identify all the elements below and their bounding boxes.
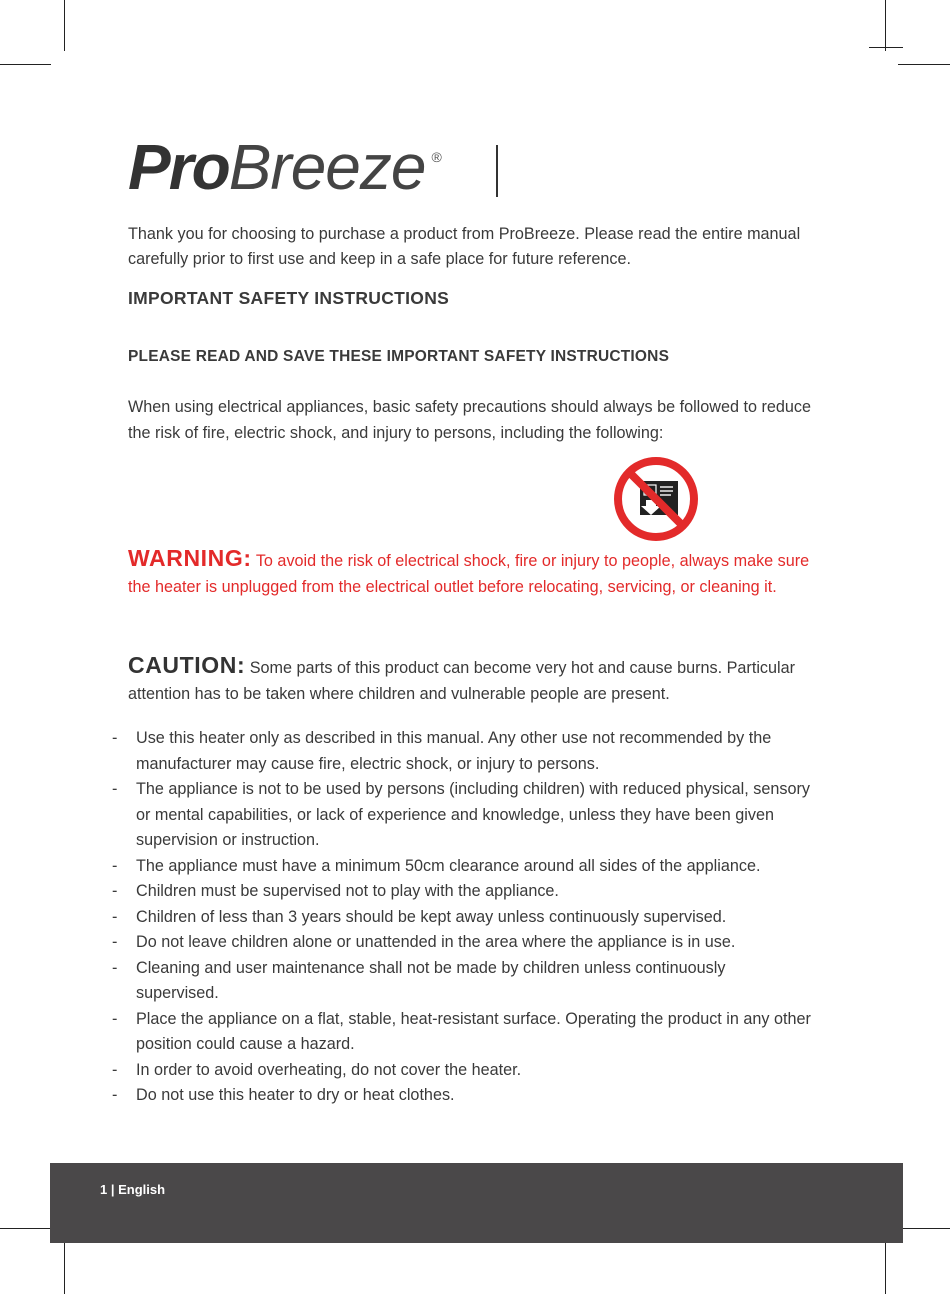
- intro-text: Thank you for choosing to purchase a product from ProBreeze. Please read the entire manual carefully prior to first use and keep in a safe place for future reference.: [128, 225, 801, 268]
- section-subheading: PLEASE READ AND SAVE THESE IMPORTANT SAFETY INSTRUCTIONS: [128, 348, 670, 365]
- list-item-text: Cleaning and user maintenance shall not be made by children unless continuously supervised.: [136, 958, 726, 1002]
- list-item: [112, 777, 812, 854]
- list-item-text: In order to avoid overheating, do not cover the heater.: [136, 1060, 522, 1079]
- list-item: [112, 726, 812, 777]
- caution-label: CAUTION:: [128, 652, 246, 678]
- bullet-dash: -: [112, 856, 118, 875]
- crop-mark: [869, 47, 903, 48]
- list-item: [112, 905, 812, 931]
- warning-text: To avoid the risk of electrical shock, fire or injury to people, always make sure the heater is unplugged from the electrical outlet before relocating, servicing, or cleaning it.: [128, 552, 810, 596]
- bullet-dash: -: [112, 1086, 118, 1104]
- crop-mark: [898, 1228, 950, 1229]
- crop-mark: [64, 0, 65, 51]
- bullet-dash: -: [112, 780, 118, 798]
- warning-label: WARNING:: [128, 545, 252, 571]
- bullet-dash: -: [112, 882, 118, 900]
- list-item-text: The appliance is not to be used by persons (including children) with reduced physical, sensory or mental capabilities, or lack of experience and knowledge, unless they have been given supervision or instruction.: [136, 780, 810, 849]
- list-item-text: Children of less than 3 years should be kept away unless continuously supervised.: [136, 907, 727, 926]
- list-item-text: Place the appliance on a flat, stable, heat-resistant surface. Operating the product in any other position could cause a hazard.: [136, 1009, 811, 1053]
- list-item-text: Do not leave children alone or unattended in the area where the appliance is in use.: [136, 933, 736, 951]
- list-item-text: Do not use this heater to dry or heat clothes.: [136, 1086, 455, 1104]
- crop-mark: [64, 1243, 65, 1294]
- list-item-text: Use this heater only as described in this manual. Any other use not recommended by the manufacturer may cause fire, electric shock, or injury to persons.: [136, 729, 772, 773]
- brand-logo: [128, 132, 442, 202]
- page-number: 1 | English: [100, 1182, 166, 1197]
- page-footer: [50, 1163, 903, 1243]
- usage-text: When using electrical appliances, basic safety precautions should always be followed to reduce the risk of fire, electric shock, and injury to persons, including the following:: [128, 398, 811, 442]
- safety-list: [112, 726, 812, 1109]
- crop-mark: [885, 1243, 886, 1294]
- list-item: [112, 1058, 812, 1084]
- list-item: [112, 930, 812, 956]
- registered-mark: ®: [431, 149, 442, 165]
- brand-logo-breeze: Breeze: [228, 131, 426, 203]
- bullet-dash: -: [112, 1009, 118, 1028]
- list-item: [112, 1007, 812, 1058]
- bullet-dash: -: [112, 729, 118, 747]
- bullet-dash: -: [112, 1060, 118, 1079]
- logo-divider: [496, 145, 498, 197]
- caution-text: Some parts of this product can become very hot and cause burns. Particular attention has to be taken where children and vulnerable people are present.: [128, 659, 795, 703]
- section-heading: IMPORTANT SAFETY INSTRUCTIONS: [128, 288, 450, 308]
- bullet-dash: -: [112, 907, 118, 926]
- crop-mark: [0, 1228, 51, 1229]
- list-item: [112, 879, 812, 905]
- crop-mark: [898, 64, 950, 65]
- crop-mark: [0, 64, 51, 65]
- brand-logo-pro: Pro: [128, 131, 229, 203]
- list-item: [112, 1083, 812, 1109]
- do-not-cover-icon: [613, 456, 699, 542]
- warning-notice: [128, 546, 818, 600]
- bullet-dash: -: [112, 958, 118, 977]
- crop-mark: [885, 0, 886, 51]
- bullet-dash: -: [112, 933, 118, 951]
- list-item-text: The appliance must have a minimum 50cm clearance around all sides of the appliance.: [136, 856, 761, 875]
- caution-notice: [128, 652, 828, 707]
- list-item-text: Children must be supervised not to play with the appliance.: [136, 882, 559, 900]
- list-item: [112, 956, 812, 1007]
- list-item: [112, 854, 812, 880]
